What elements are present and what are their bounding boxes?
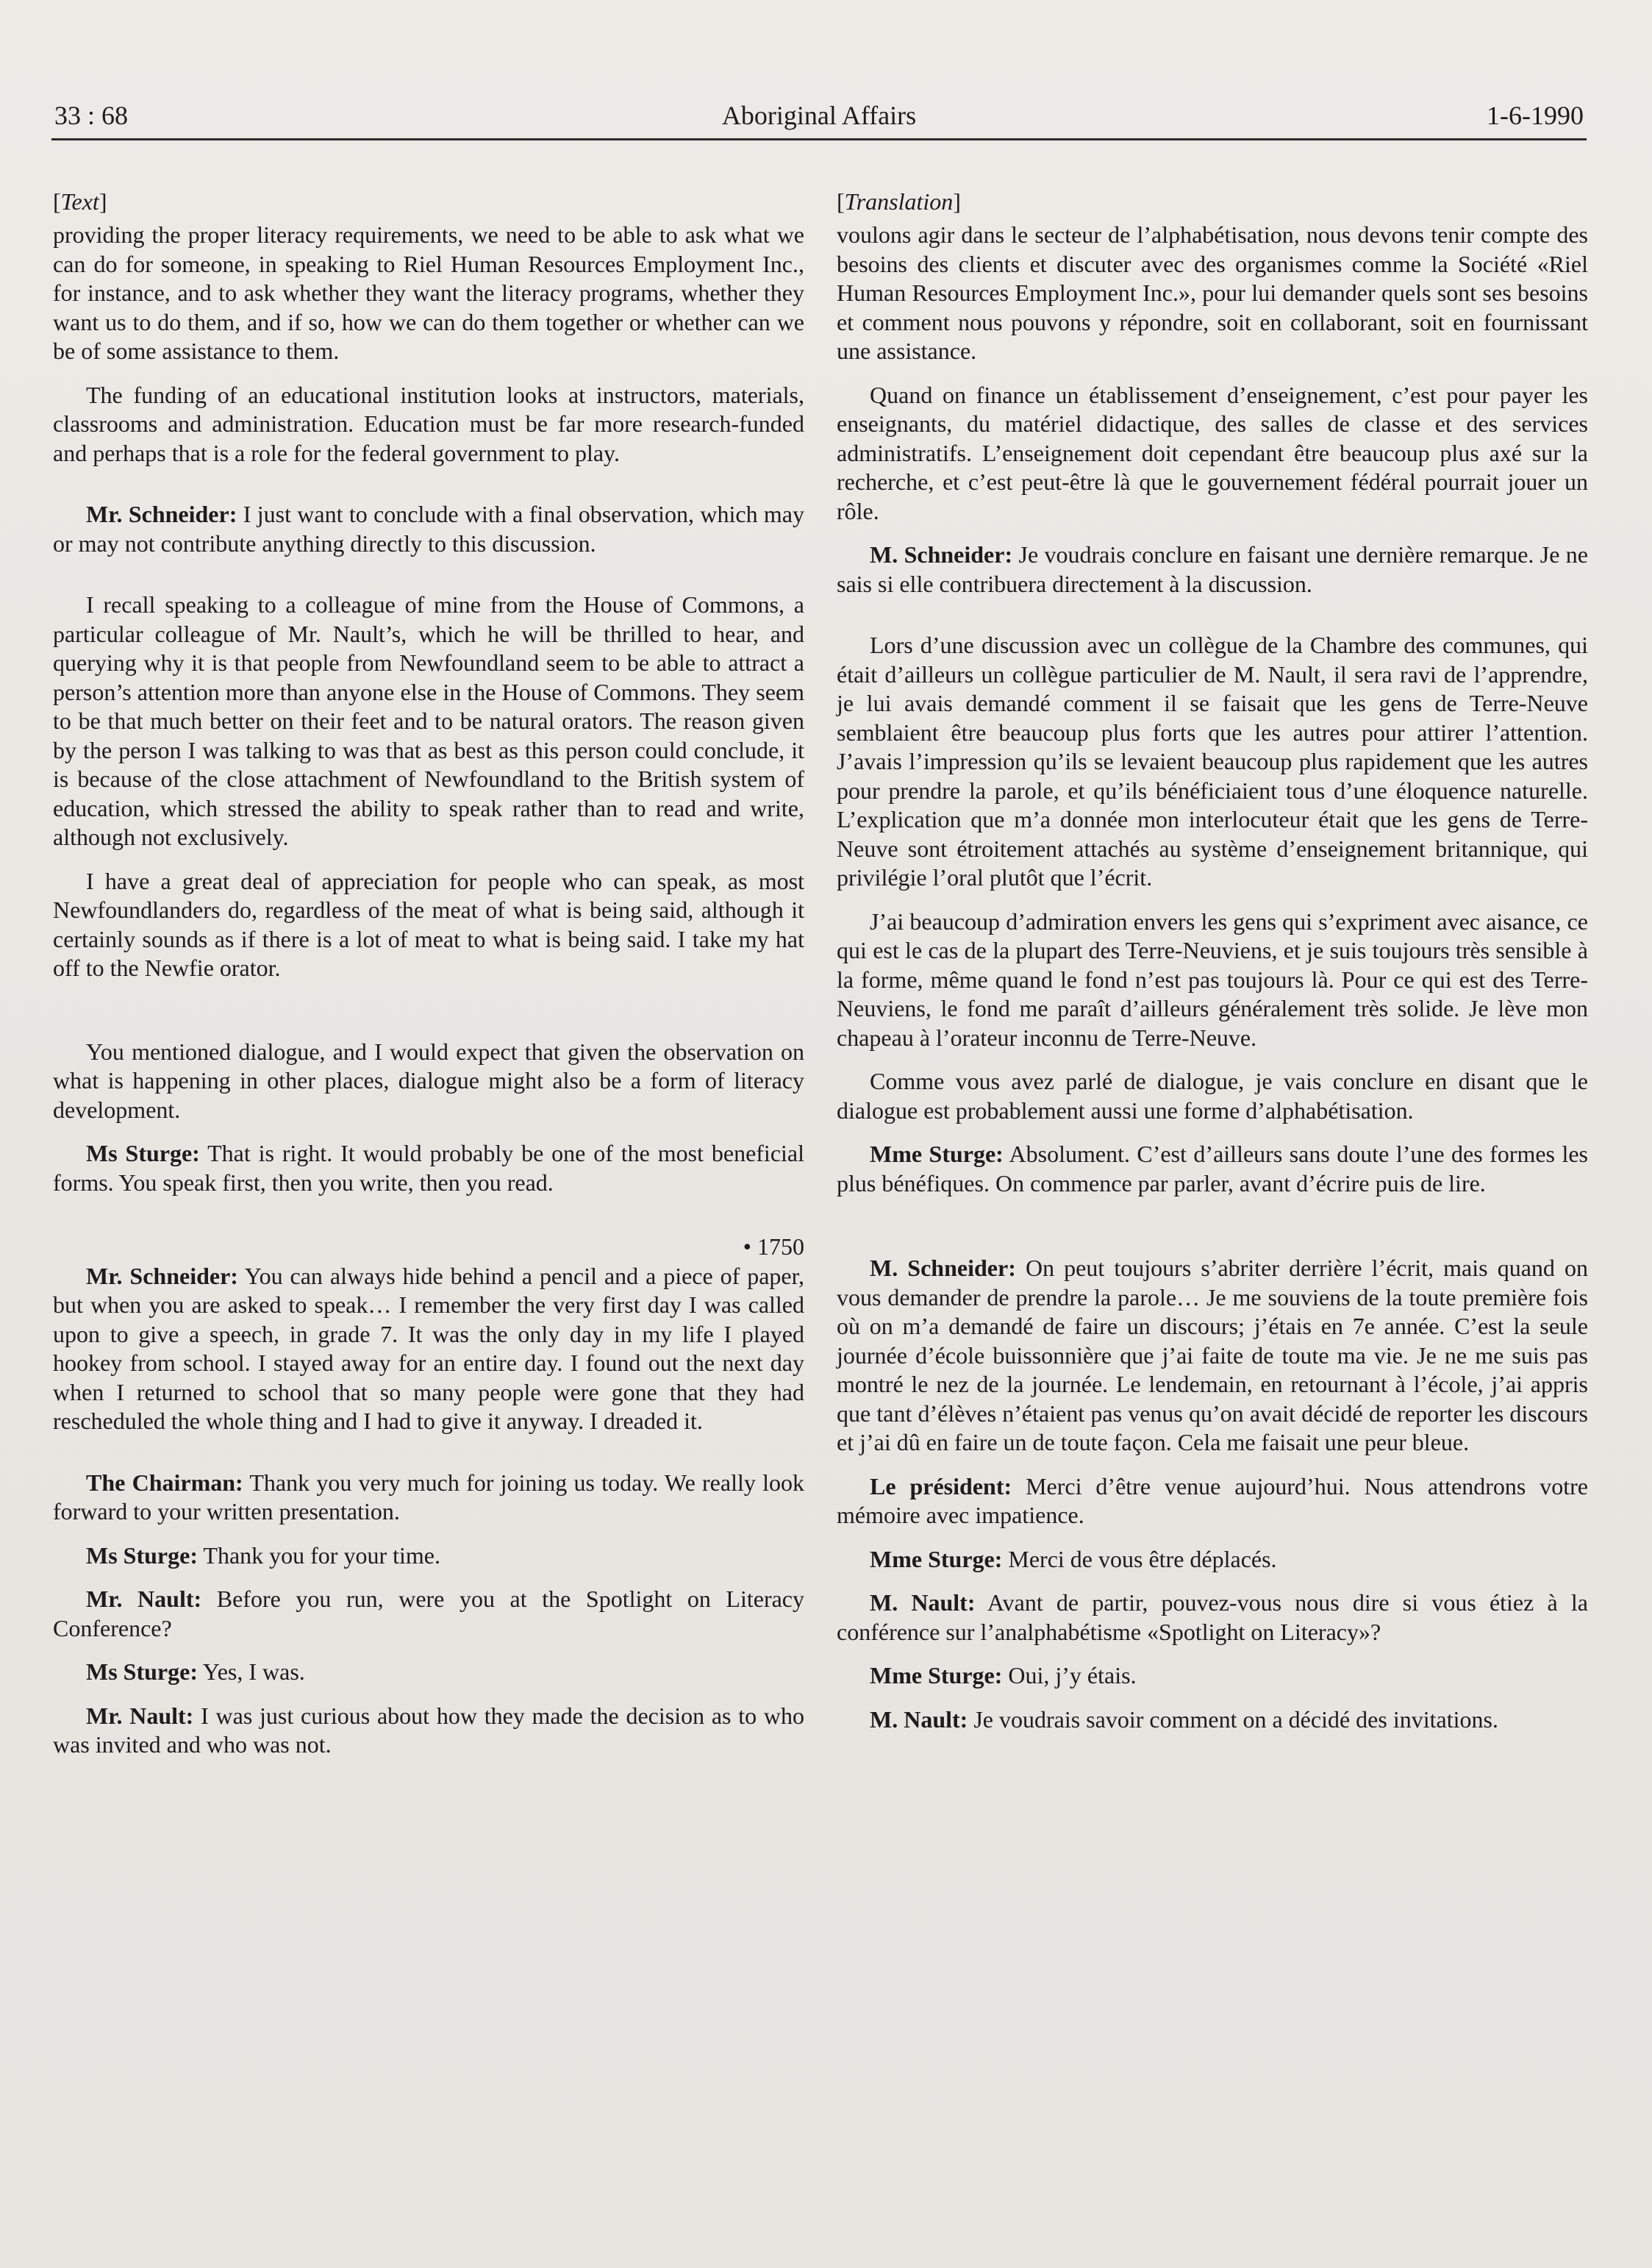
paragraph: Comme vous avez parlé de dialogue, je vais conclure en disant que le dialogue est probablement aussi une forme d’alphabétisation. bbox=[837, 1068, 1588, 1124]
speaker-paragraph bbox=[837, 1545, 1588, 1575]
speaker-name: Ms Sturge: bbox=[86, 1658, 198, 1685]
speaker-paragraph bbox=[53, 1139, 804, 1197]
paragraph: voulons agir dans le secteur de l’alphabétisation, nous devons tenir compte des besoins des clients et discuter avec des organismes comme la Société «Riel Human Resources Employment Inc.», pour lui demander quels sont ses besoins et comment nous pouvons y répondre, soit en collaborant, soit en fournissant une assistance. bbox=[837, 221, 1588, 364]
speaker-paragraph bbox=[53, 500, 804, 558]
speech-text: Yes, I was. bbox=[197, 1658, 305, 1685]
column-label-translation: [ Translation ] bbox=[837, 185, 1588, 218]
speaker-paragraph bbox=[837, 1472, 1588, 1530]
speaker-paragraph bbox=[53, 1469, 804, 1527]
page-header bbox=[51, 97, 1587, 140]
speech-text: Absolument. C’est d’ailleurs sans doute l’une des formes les plus bénéfiques. On commence par parler, avant d’écrire puis de lire. bbox=[837, 1141, 1589, 1197]
paragraph: providing the proper literacy requirements, we need to be able to ask what we can do for someone, in speaking to Riel Human Resources Employment Inc., for instance, and to ask whether they want the literacy programs, whether they want us to do them, and if so, how we can do them together or whether can we be of some assistance to them. bbox=[53, 221, 804, 364]
speaker-name: Mme Sturge: bbox=[870, 1662, 1003, 1688]
speech-text: You can always hide behind a pencil and a piece of paper, but when you are asked to speak… I remember the very first day I was called upon to give a speech, in grade 7. It was the only day in my life I played hookey from school. I stayed away for an entire day. I found out the next day when I returned to school that so many people were gone that they had rescheduled the whole thing and I had to give it anyway. I dreaded it. bbox=[53, 1262, 805, 1434]
page-number: 33 : 68 bbox=[54, 101, 129, 130]
publication-title: Aboriginal Affairs bbox=[721, 101, 917, 130]
speaker-paragraph bbox=[53, 1262, 804, 1436]
speaker-name: Mr. Schneider: bbox=[86, 501, 237, 527]
speaker-paragraph bbox=[53, 1585, 804, 1643]
speaker-name: Mr. Schneider: bbox=[86, 1262, 238, 1289]
speaker-paragraph bbox=[837, 1140, 1588, 1198]
marker-spacer bbox=[837, 1198, 1588, 1254]
paragraph: Lors d’une discussion avec un collègue de la Chambre des communes, qui était d’ailleurs un collègue particulier de M. Nault, il sera ravi de l’apprendre, je lui avais demandé comment il se faisait que les gens de Terre-Neuve semblaient être beaucoup plus forts que les autres pour attirer l’attention. J’avais l’impression qu’ils se levaient beaucoup plus rapidement que les autres pour prendre la parole, et qu’ils bénéficiaient tous d’une éloquence naturelle. L’explication que m’a donnée mon interlocuteur était que les gens de Terre-Neuve sont étroitement attachés au système d’enseignement britannique, qui privilégie l’oral plutôt que l’écrit. bbox=[837, 632, 1588, 891]
speaker-paragraph bbox=[53, 1702, 804, 1760]
speech-text: Je voudrais savoir comment on a décidé des invitations. bbox=[968, 1705, 1498, 1733]
speaker-name: Mme Sturge: bbox=[870, 1545, 1003, 1572]
paragraph: Quand on finance un établissement d’enseignement, c’est pour payer les enseignants, du matériel didactique, des salles de classe et des services administratifs. L’enseignement doit cependant être beaucoup plus axé sur la recherche, et c’est peut-être là que le gouvernement fédéral pourrait jouer un rôle. bbox=[837, 381, 1588, 524]
column-label-text: [ Text ] bbox=[53, 185, 804, 218]
speech-text: Je voudrais conclure en faisant une dernière remarque. Je ne sais si elle contribuera directement à la discussion. bbox=[837, 541, 1589, 597]
speech-text: That is right. It would probably be one of the most beneficial forms. You speak first, then you write, then you read. bbox=[53, 1140, 805, 1196]
time-marker: • 1750 bbox=[743, 1233, 804, 1260]
speaker-name: Le président: bbox=[870, 1472, 1012, 1499]
speech-text: Avant de partir, pouvez-vous nous dire si vous étiez à la conférence sur l’analphabétisme «Spotlight on Literacy»? bbox=[837, 1589, 1589, 1645]
speaker-paragraph bbox=[837, 541, 1588, 599]
french-column bbox=[837, 185, 1588, 1734]
english-column bbox=[53, 185, 804, 1760]
speech-text: Merci de vous être déplacés. bbox=[1002, 1545, 1277, 1572]
paragraph: J’ai beaucoup d’admiration envers les gens qui s’expriment avec aisance, ce qui est le cas de la plupart des Terre-Neuviens, et je suis toujours très sensible à la forme, même quand le fond n’est pas toujours là. Pour ce qui est des Terre-Neuviens, le fond me paraît d’ailleurs généralement très solide. Je lève mon chapeau à l’orateur inconnu de Terre-Neuve. bbox=[837, 907, 1588, 1051]
speech-text: I just want to conclude with a final observation, which may or may not contribute anything directly to this discussion. bbox=[53, 501, 805, 557]
paragraph: I have a great deal of appreciation for people who can speak, as most Newfoundlanders do, regardless of the meat of what is being said, although it certainly sounds as if there is a lot of meat to what is being said. I take my hat off to the Newfie orator. bbox=[53, 867, 804, 981]
paragraph: You mentioned dialogue, and I would expect that given the observation on what is happening in other places, dialogue might also be a form of literacy development. bbox=[53, 1038, 804, 1123]
speaker-name: Mr. Nault: bbox=[86, 1702, 194, 1729]
speaker-name: Mme Sturge: bbox=[870, 1141, 1004, 1167]
speaker-paragraph bbox=[837, 1254, 1588, 1458]
speaker-name: The Chairman: bbox=[86, 1469, 243, 1496]
speaker-paragraph bbox=[837, 1705, 1588, 1735]
speaker-name: Ms Sturge: bbox=[86, 1140, 200, 1166]
speaker-paragraph bbox=[53, 1541, 804, 1571]
paragraph: The funding of an educational institution looks at instructors, materials, classrooms and administration. Education must be far more research-funded and perhaps that is a role for the federal government to play. bbox=[53, 381, 804, 466]
paragraph: I recall speaking to a colleague of mine from the House of Commons, a particular colleague of Mr. Nault’s, which he will be thrilled to hear, and querying why it is that people from Newfoundland seem to be able to attract a person’s attention more than anyone else in the House of Commons. They seem to be that much better on their feet and to be natural orators. The reason given by the person I was talking to was that as best as this person could conclude, it is because of the close attachment of Newfoundland to the British system of education, which stressed the ability to speak rather than to read and write, although not exclusively. bbox=[53, 591, 804, 850]
speaker-name: M. Schneider: bbox=[870, 1255, 1016, 1281]
speech-text: On peut toujours s’abriter derrière l’écrit, mais quand on vous demander de prendre la parole… Je me souviens de la toute première fois où on m’a demandé de faire un discours; j’étais en 7e année. C’est la seule journée d’école buissonnière que j’ai faite de toute ma vie. Je ne me suis pas montré le nez de la journée. Le lendemain, en retournant à l’école, j’ai appris que tant d’élèves n’étaient pas venus qu’on avait décidé de reporter les discours et j’ai dû en faire un de toute façon. Cela me faisait une peur bleue. bbox=[837, 1255, 1589, 1455]
speaker-name: Ms Sturge: bbox=[86, 1541, 198, 1569]
speech-text: Oui, j’y étais. bbox=[1002, 1662, 1137, 1688]
speech-text: I was just curious about how they made the decision as to who was invited and who was not. bbox=[53, 1702, 805, 1758]
speaker-name: M. Nault: bbox=[870, 1589, 976, 1616]
speaker-name: Mr. Nault: bbox=[86, 1586, 202, 1612]
speaker-paragraph bbox=[53, 1658, 804, 1687]
speaker-name: M. Nault: bbox=[870, 1705, 968, 1733]
speaker-paragraph bbox=[837, 1661, 1588, 1691]
speech-text: Merci d’être venue aujourd’hui. Nous attendrons votre mémoire avec impatience. bbox=[837, 1472, 1589, 1528]
speech-text: Thank you for your time. bbox=[197, 1541, 440, 1569]
page-date: 1-6-1990 bbox=[1487, 101, 1584, 130]
speech-text: Before you run, were you at the Spotlight on Literacy Conference? bbox=[53, 1586, 805, 1641]
speaker-paragraph bbox=[837, 1588, 1588, 1647]
speaker-name: M. Schneider: bbox=[870, 541, 1013, 568]
speech-text: Thank you very much for joining us today. We really look forward to your written presentation. bbox=[53, 1469, 805, 1525]
